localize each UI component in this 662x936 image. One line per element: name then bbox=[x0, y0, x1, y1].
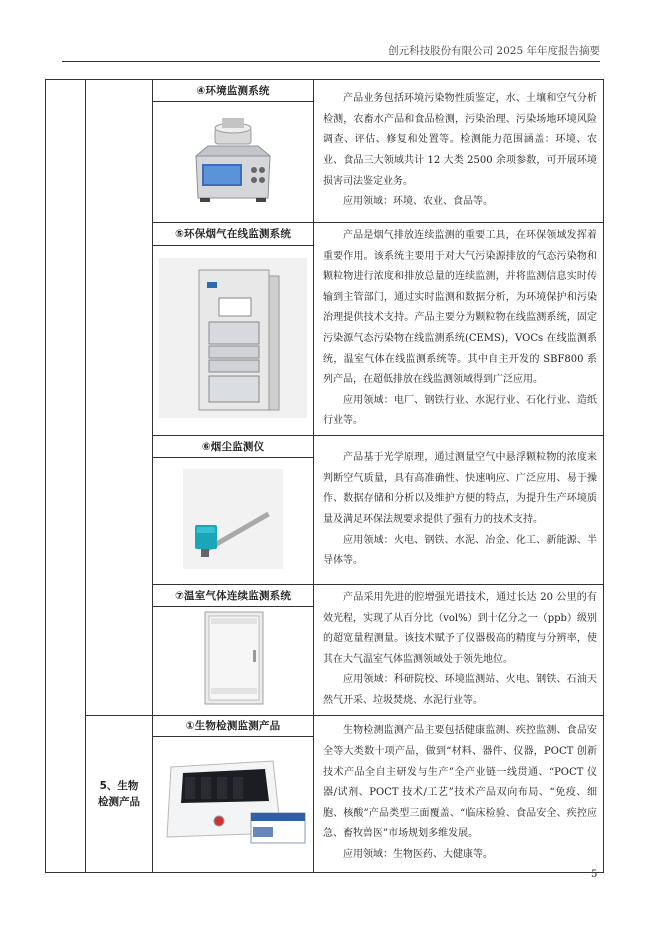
table-row bbox=[46, 715, 604, 737]
category-name: 5、生物检测产品 bbox=[98, 779, 140, 808]
product-application: 应用领域：科研院校、环境监测站、火电、钢铁、石油天然气开采、垃圾焚烧、水泥行业等。 bbox=[323, 674, 597, 706]
product-description-cell bbox=[314, 80, 604, 223]
product-description: 产品业务包括环境污染物性质鉴定，水、土壤和空气分析检测，农畜水产品和食品检测，污染治理、污染场地环境风险调查、评估、修复和处置等。检测能力范围涵盖：环境、农业、食品三大领域共计 12 大类 2500 余项参数，可开展环境损害司法鉴定业务。 bbox=[323, 93, 597, 187]
product-application: 应用领域：电厂、钢铁行业、水泥行业、石化行业、造纸行业等。 bbox=[323, 394, 597, 427]
product-image-cell bbox=[153, 737, 314, 872]
blank-category-col bbox=[46, 80, 86, 873]
product-application: 应用领域：火电、钢铁、水泥、冶金、化工、新能源、半导体等。 bbox=[323, 534, 597, 567]
header-rule bbox=[62, 61, 600, 62]
page-number: 5 bbox=[591, 869, 598, 880]
product-application: 应用领域：环境、农业、食品等。 bbox=[343, 196, 493, 208]
product-title: ①生物检测监测产品 bbox=[153, 715, 314, 737]
product-image-cell bbox=[153, 607, 314, 715]
dust-probe-photo bbox=[183, 469, 283, 569]
product-description-cell bbox=[314, 223, 604, 436]
product-title: ⑤环保烟气在线监测系统 bbox=[153, 223, 314, 246]
product-image-cell bbox=[153, 457, 314, 584]
cems-cabinet-photo bbox=[159, 258, 307, 418]
product-description-cell bbox=[314, 584, 604, 715]
ghg-cabinet-photo bbox=[183, 610, 283, 708]
product-description: 产品采用先进的腔增强光谱技术，通过长达 20 公里的有效光程，实现了从百分比（vol%）到十亿分之一（ppb）级别的超宽量程测量。该技术赋予了仪器极高的精度与分辨率，使其在大气温室气体监测领域处于领先地位。 bbox=[323, 591, 597, 665]
category-label bbox=[86, 715, 153, 872]
product-title: ④环境监测系统 bbox=[153, 80, 314, 102]
blank-subcategory-col bbox=[86, 80, 153, 716]
product-image-cell bbox=[153, 101, 314, 222]
product-image-cell bbox=[153, 245, 314, 435]
table-row bbox=[46, 80, 604, 102]
product-description-cell bbox=[314, 435, 604, 584]
product-description: 产品基于光学原理，通过测量空气中悬浮颗粒物的浓度来判断空气质量，具有高准确性、快速响应、广泛应用、易于操作、数据存储和分析以及维护方便的特点，为提升生产环境质量及满足环保法规要求提供了强有力的技术支持。 bbox=[323, 452, 597, 525]
product-description-cell bbox=[314, 715, 604, 872]
product-description: 产品是烟气排放连续监测的重要工具，在环保领域发挥着重要作用。该系统主要用于对大气污染源排放的气态污染物和颗粒物进行浓度和排放总量的连续监测，并将监测信息实时传输到主管部门，通过实时监测和数据分析，为环境保护和污染治理提供技术支持。产品主要分为颗粒物在线监测系统，固定污染源气态污染物在线监测系统(CEMS)，VOCs 在线监测系统，温室气体在线监测系统等。其中自主开发的 SBF800 系列产品，在超低排放在线监测领域得到广泛应用。 bbox=[323, 230, 597, 386]
product-title: ⑦温室气体连续监测系统 bbox=[153, 584, 314, 606]
benchtop-analyzer-photo bbox=[190, 114, 276, 206]
product-title: ⑥烟尘监测仪 bbox=[153, 435, 314, 457]
bio-analyzer-photo bbox=[153, 747, 313, 857]
product-description: 生物检测监测产品主要包括健康监测、疾控监测、食品安全等大类数十项产品，做到“材料、器件、仪器，POCT 创新技术产品全自主研发与生产”全产业链一线贯通、“POCT 仪器/试剂、POCT 技术/工艺”技术产品双向布局、“免疫、细胞、核酸”产品类型三面覆盖、“临床检验、食品安全、疾控应急、畜牧兽医”市场规划多维发展。 bbox=[323, 725, 597, 840]
product-table bbox=[45, 79, 604, 873]
report-header-title: 创元科技股份有限公司 2025 年年度报告摘要 bbox=[388, 45, 600, 57]
product-application: 应用领域：生物医药、大健康等。 bbox=[343, 848, 493, 860]
